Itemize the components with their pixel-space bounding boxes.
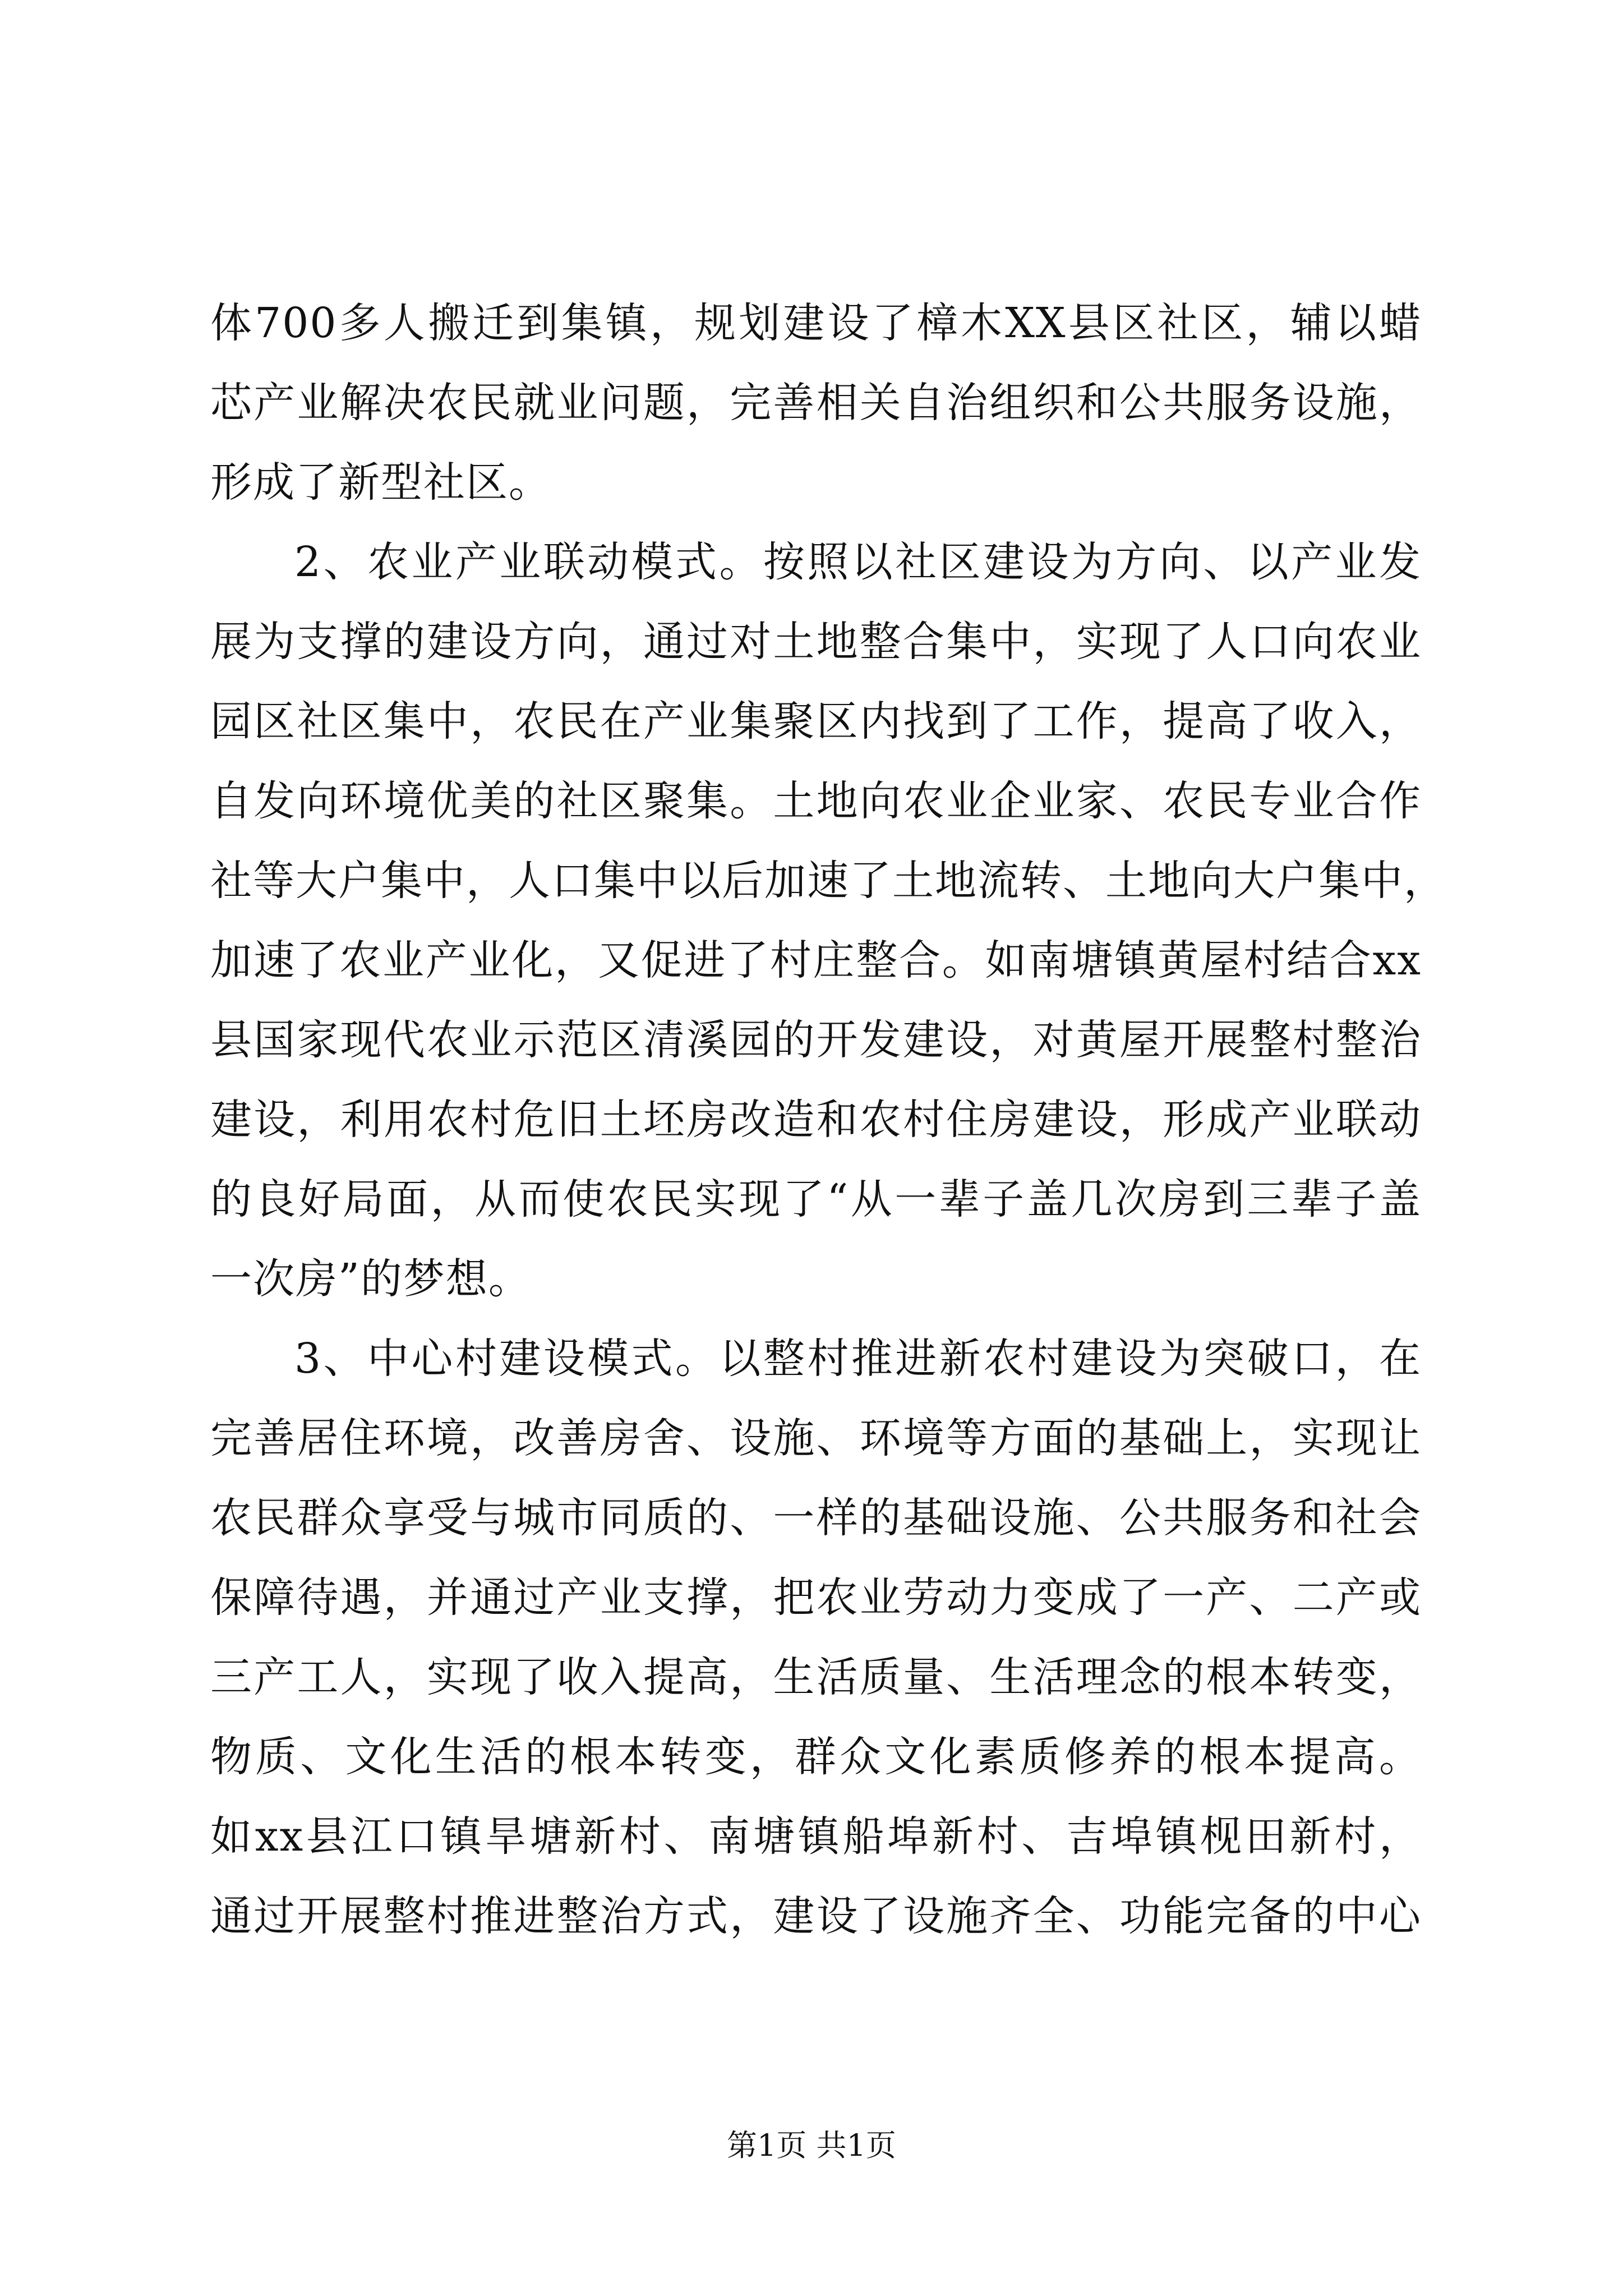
- text-line-4: 2、农业产业联动模式。按照以社区建设为方向、以产业发: [294, 538, 1422, 586]
- text-line-21: 通过开展整村推进整治方式，建设了设施齐全、功能完备的中心: [210, 1892, 1422, 1940]
- page-number-label: 第1页 共1页: [727, 2128, 896, 2163]
- text-line-19: 物质、文化生活的根本转变，群众文化素质修养的根本提高。: [210, 1733, 1422, 1781]
- text-line-11: 建设，利用农村危旧土坯房改造和农村住房建设，形成产业联动: [210, 1096, 1422, 1144]
- text-line-9: 加速了农业产业化，又促进了村庄整合。如南塘镇黄屋村结合xx: [210, 936, 1422, 984]
- text-line-1: 体700多人搬迁到集镇，规划建设了樟木XX县区社区，辅以蜡: [210, 299, 1422, 347]
- text-line-10: 县国家现代农业示范区清溪园的开发建设，对黄屋开展整村整治: [210, 1016, 1422, 1064]
- text-line-17: 保障待遇，并通过产业支撑，把农业劳动力变成了一产、二产或: [210, 1573, 1422, 1622]
- text-line-15: 完善居住环境，改善房舍、设施、环境等方面的基础上，实现让: [210, 1414, 1422, 1462]
- text-line-7: 自发向环境优美的社区聚集。土地向农业企业家、农民专业合作: [210, 777, 1422, 825]
- body-text: [210, 283, 1446, 1956]
- text-line-18: 三产工人，实现了收入提高，生活质量、生活理念的根本转变，: [210, 1653, 1422, 1701]
- text-line-16: 农民群众享受与城市同质的、一样的基础设施、公共服务和社会: [210, 1494, 1422, 1542]
- text-line-6: 园区社区集中，农民在产业集聚区内找到了工作，提高了收入，: [210, 697, 1422, 746]
- text-line-2: 芯产业解决农民就业问题，完善相关自治组织和公共服务设施，: [210, 379, 1422, 427]
- text-line-14: 3、中心村建设模式。以整村推进新农村建设为突破口，在: [294, 1335, 1422, 1383]
- text-line-12: 的良好局面，从而使农民实现了“从一辈子盖几次房到三辈子盖: [210, 1175, 1422, 1223]
- page-footer: [0, 2126, 1623, 2165]
- text-line-13: 一次房”的梦想。: [210, 1255, 531, 1303]
- text-line-5: 展为支撑的建设方向，通过对土地整合集中，实现了人口向农业: [210, 618, 1422, 666]
- text-line-8: 社等大户集中，人口集中以后加速了土地流转、土地向大户集中，: [210, 857, 1446, 905]
- text-line-20: 如xx县江口镇旱塘新村、南塘镇船埠新村、吉埠镇枧田新村，: [210, 1812, 1422, 1861]
- text-line-3: 形成了新型社区。: [210, 458, 551, 507]
